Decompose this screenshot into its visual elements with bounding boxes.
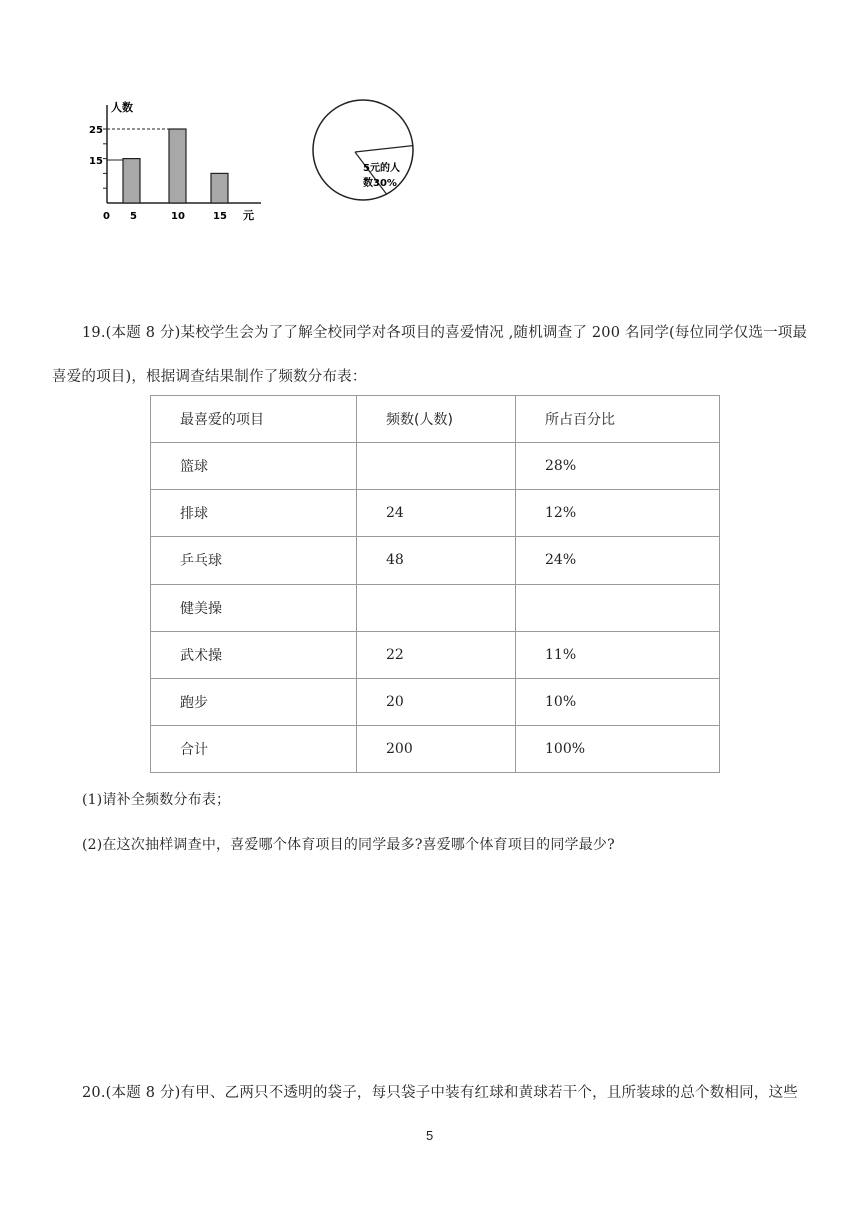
- cell-item: 排球: [151, 490, 357, 537]
- header-frequency: 频数(人数): [357, 396, 516, 443]
- frequency-table: [150, 395, 720, 773]
- pie-chart: [305, 92, 425, 212]
- x-axis-label: 元: [243, 209, 254, 222]
- cell-frequency: 22: [357, 631, 516, 678]
- cell-item: 跑步: [151, 678, 357, 725]
- pie-label-line2: 数30%: [363, 178, 397, 189]
- cell-frequency: [357, 443, 516, 490]
- table-header-row: [151, 396, 720, 443]
- y-tick-25: 25: [89, 125, 103, 136]
- cell-frequency: [357, 584, 516, 631]
- cell-item: 篮球: [151, 443, 357, 490]
- x-tick-10: 10: [171, 211, 185, 222]
- cell-item: 健美操: [151, 584, 357, 631]
- q19-line1: 19.(本题 8 分)某校学生会为了了解全校同学对各项目的喜爱情况 ,随机调查了 200 名同学(每位同学仅选一项最: [82, 325, 808, 341]
- cell-percent: 10%: [516, 678, 720, 725]
- header-item: 最喜爱的项目: [151, 396, 357, 443]
- cell-percent: 11%: [516, 631, 720, 678]
- table-row: [151, 584, 720, 631]
- cell-frequency: 20: [357, 678, 516, 725]
- q19-sub2: (2)在这次抽样调查中，喜爱哪个体育项目的同学最多?喜爱哪个体育项目的同学最少?: [82, 837, 615, 853]
- x-tick-5: 5: [130, 211, 137, 222]
- page-number: 5: [426, 1128, 434, 1143]
- cell-frequency: 200: [357, 725, 516, 772]
- bar-chart: [85, 95, 265, 230]
- q19-sub1: (1)请补全频数分布表；: [82, 792, 231, 808]
- pie-label-line1: 5元的人: [363, 163, 400, 174]
- cell-percent: 100%: [516, 725, 720, 772]
- y-axis-label: 人数: [111, 101, 133, 114]
- cell-frequency: 48: [357, 537, 516, 584]
- bar-15: [211, 173, 228, 203]
- table-row: [151, 443, 720, 490]
- table-row: [151, 725, 720, 772]
- cell-percent: 12%: [516, 490, 720, 537]
- y-tick-15: 15: [89, 156, 103, 167]
- cell-percent: 28%: [516, 443, 720, 490]
- cell-percent: [516, 584, 720, 631]
- x-tick-15: 15: [213, 211, 227, 222]
- y-tick-0: 0: [103, 211, 110, 222]
- bar-10: [169, 129, 186, 203]
- table-row: [151, 490, 720, 537]
- cell-item: 武术操: [151, 631, 357, 678]
- q20-line1: 20.(本题 8 分)有甲、乙两只不透明的袋子，每只袋子中装有红球和黄球若干个，且所装球的总个数相同，这些: [82, 1085, 798, 1101]
- table-row: [151, 537, 720, 584]
- table-row: [151, 678, 720, 725]
- cell-frequency: 24: [357, 490, 516, 537]
- cell-item: 乒乓球: [151, 537, 357, 584]
- bar-5: [123, 159, 140, 203]
- cell-item: 合计: [151, 725, 357, 772]
- header-percent: 所占百分比: [516, 396, 720, 443]
- q19-line2: 喜爱的项目)，根据调查结果制作了频数分布表：: [52, 369, 367, 385]
- cell-percent: 24%: [516, 537, 720, 584]
- table-row: [151, 631, 720, 678]
